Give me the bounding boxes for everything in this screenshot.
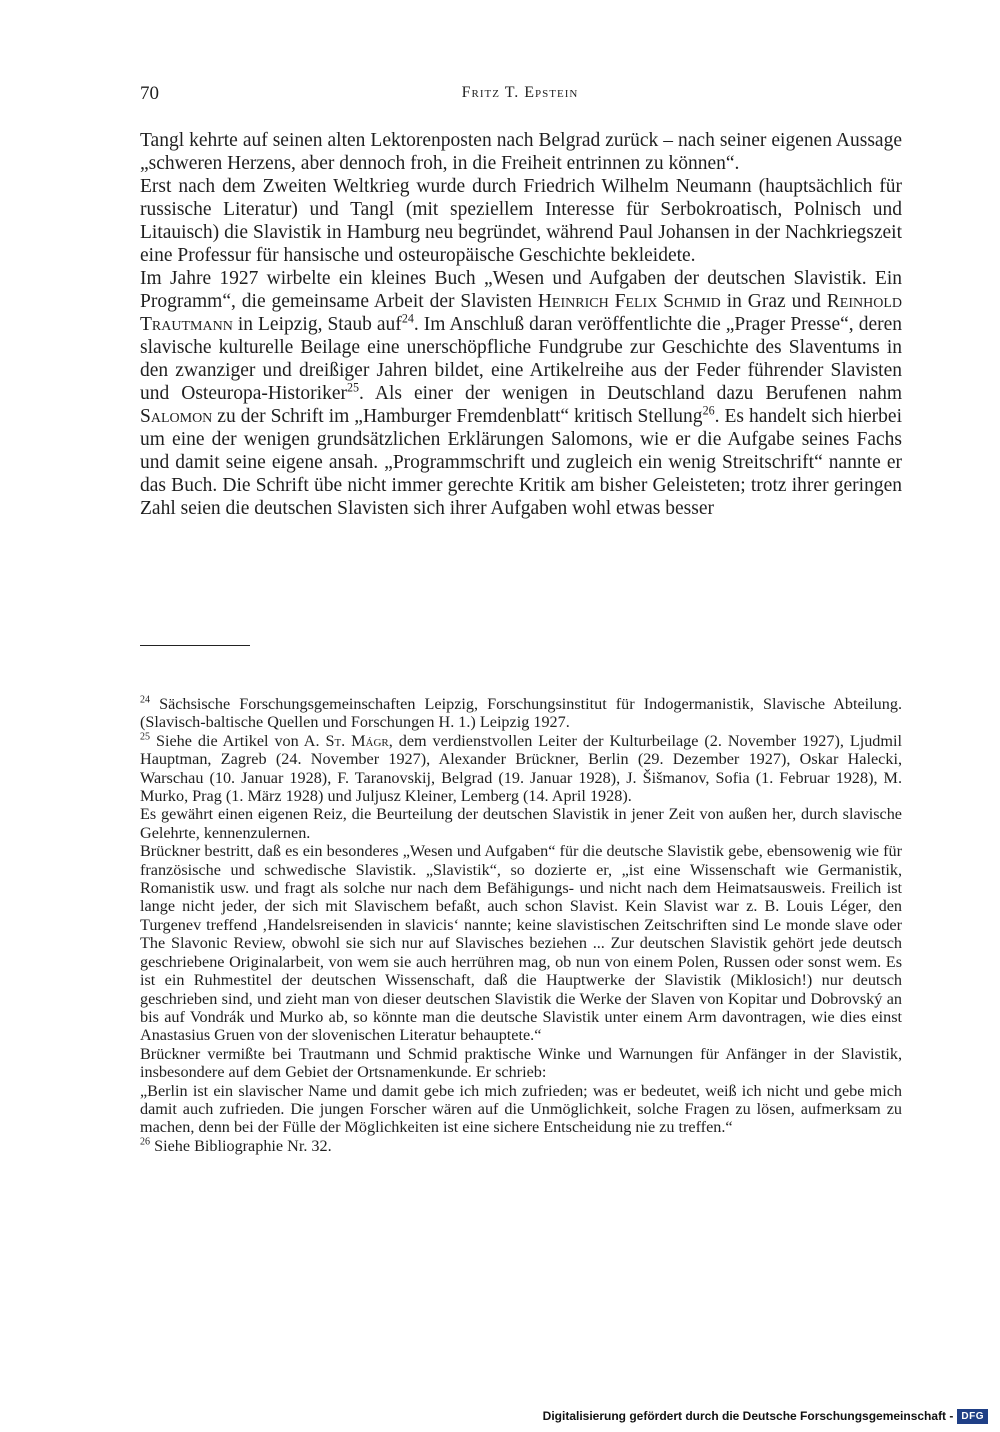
footnote-25-paragraph: Brückner vermißte bei Trautmann und Schmid praktische Winke und Warnungen für Anfänger in der Slavistik, insbesondere auf dem Gebiet der Ortsnamenkunde. Er schrieb:: [140, 1044, 902, 1082]
page-number: 70: [140, 83, 159, 104]
main-text: [140, 129, 902, 520]
para3-text: Im Jahre 1927 wirbelte ein kleines Buch „Wesen und Aufgaben der deutschen Slavistik. Ein Programm“, die gemeinsame Arbeit der Slavisten: [140, 268, 902, 312]
digitization-notice: [543, 1406, 988, 1426]
paragraph-1: Tangl kehrte auf seinen alten Lektorenposten nach Belgrad zurück – nach seiner eigenen Aussage „schweren Herzens, aber dennoch froh, in die Freiheit entrinnen zu können“.: [140, 130, 902, 174]
para3-text: . Als einer der wenigen in Deutschland dazu Berufenen nahm: [359, 383, 902, 404]
para3-text: in Graz und: [720, 291, 827, 312]
author-name-magr: St. Mágr: [325, 731, 389, 750]
running-head: Fritz T. Epstein: [461, 84, 579, 101]
footnote-25: [140, 732, 902, 806]
footnote-text: Sächsische Forschungsgemeinschaften Leipzig, Forschungsinstitut für Indogermanistik, Slavische Abteilung. (Slavisch-baltische Quellen und Forschungen H. 1.) Leipzig 1927.: [140, 695, 902, 732]
footnote-text: , dem verdienstvollen Leiter der Kulturbeilage (2. November 1927), Ljudmil Hauptman, Zagreb (24. November 1927), Alexander Brückner, Berlin (29. Dezember 1927), Oskar Halecki, Warschau (10. Januar 1928), F. Taranovskij, Belgrad (19. Januar 1928), J. Šišmanov, Sofia (1. Februar 1928), M. Murko, Prag (1. März 1928) und Juljusz Kleiner, Lemberg (14. April 1928).: [140, 731, 902, 806]
digitization-notice-text: Digitalisierung gefördert durch die Deutsche Forschungsgemeinschaft -: [542, 1409, 954, 1423]
footnote-ref-26: 26: [702, 403, 715, 418]
footnote-text: Siehe Bibliographie Nr. 32.: [150, 1136, 332, 1155]
footnote-ref-25: 25: [346, 380, 360, 395]
footnote-number: 24: [140, 694, 151, 706]
page-header: [140, 83, 900, 107]
footnote-26: [140, 1137, 902, 1155]
footnote-25-paragraph: Brückner bestritt, daß es ein besonderes „Wesen und Aufgaben“ für die deutsche Slavistik gebe, ebensowenig wie für französische und schwedische Slavistik. „Slavistik“, so dozierte er, „ist eine Wissenschaft wie Germanistik, Romanistik usw. und fragt als solche nur nach dem Befähigungs- und nicht nach dem Heimatsausweis. Freilich ist lange nicht jeder, der sich mit Slavischem befaßt, auch schon Slavist. Kein Slavist war z. B. Louis Léger, den Turgenev treffend ‚Handelsreisenden in slavicis‘ nannte; keine slavistischen Zeitschriften sind Le monde slave oder The Slavonic Review, obwohl sie sich nur auf Slavisches beziehen ... Zur deutschen Slavistik gehört jede deutsch geschriebene Originalarbeit, von wem sie auch herrühren mag, ob nun von einem Polen, Russen oder sonst wem. Es ist ein Ruhmestitel der deutschen Wissenschaft, daß die Hauptwerke der Slavistik (Miklosich!) nur deutsch geschrieben sind, und zieht man von dieser deutschen Slavistik die Werke der Slaven von Kopitar und Dobrovský an bis auf Vondrák und Murko ab, so könnte man die deutsche Slavistik unter einem Arm davontragen, wie dies einst Anastasius Gruen von der slovenischen Literatur behauptete.“: [140, 842, 902, 1045]
footnote-ref-24: 24: [401, 311, 414, 326]
footnote-25-quote: „Berlin ist ein slavischer Name und damit gebe ich mich zufrieden; was er bedeutet, weiß ich nicht und gebe mich damit auch zufrieden. Die jungen Forscher wären auf die Unmöglichkeit, solche Fragen zu lösen, aufmerksam zu machen, denn bei der Fülle der Möglichkeiten ist eine sichere Entscheidung nie zu treffen.“: [140, 1081, 902, 1137]
paragraph-3: [140, 267, 902, 520]
paragraph-2: Erst nach dem Zweiten Weltkrieg wurde durch Friedrich Wilhelm Neumann (hauptsächlich für russische Literatur) und Tangl (mit speziellem Interesse für Serbokroatisch, Polnisch und Litauisch) die Slavistik in Hamburg neu begründet, während Paul Johansen in der Nachkriegszeit eine Professur für hansische und osteuropäische Geschichte bekleidete.: [140, 176, 902, 266]
author-name-schmid: Heinrich Felix Schmid: [537, 291, 721, 312]
footnote-divider: [140, 645, 250, 646]
para3-text: . Im Anschluß daran veröffentlichte die „Prager Presse“, deren slavische kulturelle Beilage eine unerschöpfliche Fundgrube zur Geschichte des Slaventums in den zwanziger und dreißiger Jahren bildet, eine Artikelreihe aus der Feder führender Slavisten und Osteuropa-Historiker: [140, 314, 902, 404]
dfg-logo: DFG: [957, 1409, 988, 1424]
para3-text: . Es handelt sich hierbei um eine der wenigen grundsätzlichen Erklärungen Salomons, wie er die Aufgabe seines Fachs und damit seine eigene ansah. „Programmschrift und zugleich ein wenig Streitschrift“ nannte er das Buch. Die Schrift übe nicht immer gerechte Kritik am bisher Geleisteten; trotz ihrer geringen Zahl seien die deutschen Slavisten sich ihrer Aufgaben wohl etwas besser: [140, 406, 902, 519]
author-name-salomon: Salomon: [140, 406, 213, 427]
author-name-trautmann: Reinhold Trautmann: [140, 291, 903, 335]
para3-text: in Leipzig, Staub auf: [232, 314, 402, 335]
footnote-24: [140, 695, 902, 732]
para3-text: zu der Schrift im „Hamburger Fremdenblatt“ kritisch Stellung: [212, 406, 703, 427]
footnote-text: Siehe die Artikel von A.: [150, 731, 326, 750]
footnote-number: 25: [140, 731, 151, 743]
footnote-number: 26: [140, 1136, 151, 1148]
footnote-25-paragraph: Es gewährt einen eigenen Reiz, die Beurteilung der deutschen Slavistik in jener Zeit von außen her, durch slavische Gelehrte, kennenzulernen.: [140, 805, 902, 842]
footnotes: [140, 695, 902, 1155]
